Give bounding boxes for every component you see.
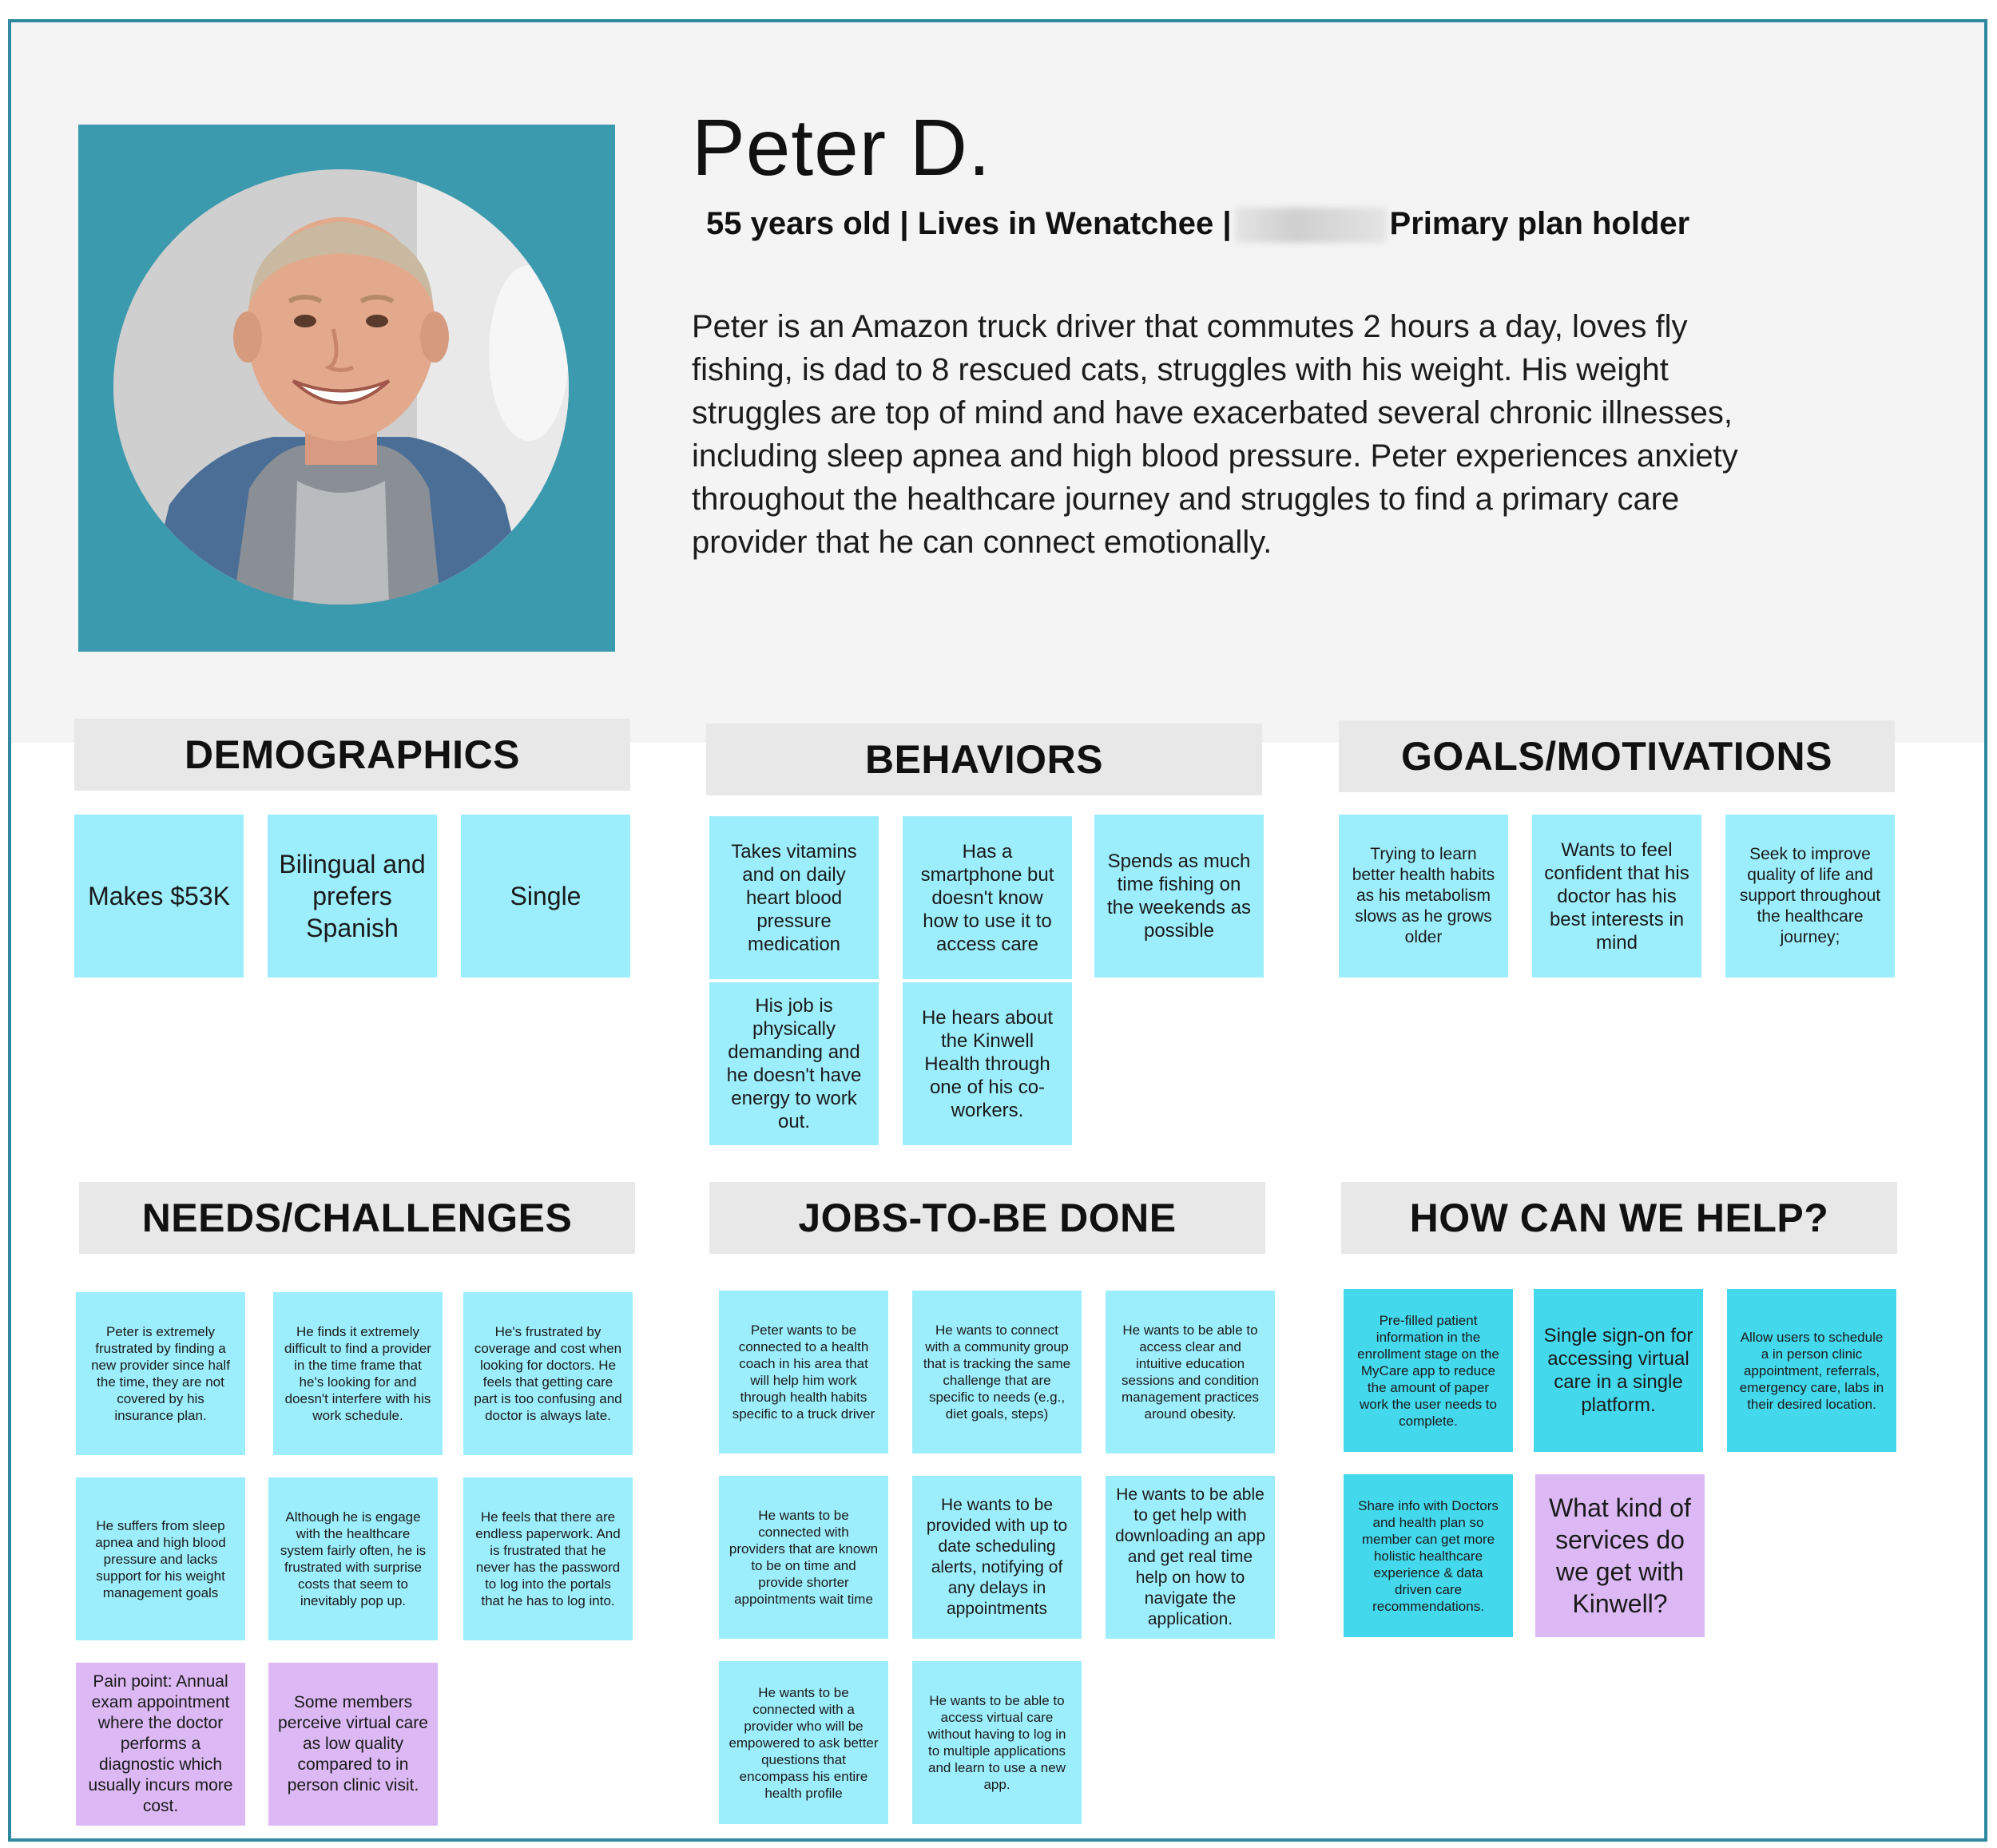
sticky-note-behavior: His job is physically demanding and he doesn't have energy to work out. bbox=[709, 982, 879, 1145]
help-header: HOW CAN WE HELP? bbox=[1341, 1182, 1897, 1254]
sticky-note-goal: Wants to feel confident that his doctor has his best interests in mind bbox=[1532, 815, 1701, 978]
sticky-note-job: He wants to be provided with up to date scheduling alerts, notifying of any delays in appointments bbox=[912, 1476, 1082, 1639]
sticky-note-job: He wants to connect with a community group that is tracking the same challenge that are specific to needs (e.g., diet goals, steps) bbox=[912, 1291, 1082, 1453]
sticky-note-need: He feels that there are endless paperwork. And is frustrated that he never has the password to log into the portals that he has to log into. bbox=[463, 1477, 633, 1640]
sticky-note-pain-point: Some members perceive virtual care as low quality compared to in person clinic visit. bbox=[268, 1663, 438, 1826]
person-photo-illustration bbox=[113, 169, 569, 605]
jobs-header: JOBS-TO-BE DONE bbox=[709, 1182, 1265, 1254]
sticky-note-job: He wants to be connected with a provider who will be empowered to ask better questions that encompass his entire health profile bbox=[719, 1661, 888, 1824]
sticky-note-need: He's frustrated by coverage and cost when looking for doctors. He feels that getting care part is too confusing and doctor is always late. bbox=[463, 1292, 633, 1455]
sticky-note-income: Makes $53K bbox=[74, 815, 244, 978]
persona-subtitle bbox=[706, 203, 1689, 244]
sticky-note-behavior: Takes vitamins and on daily heart blood pressure medication bbox=[709, 816, 879, 979]
sticky-note-solution: Share info with Doctors and health plan so member can get more holistic healthcare experience & data driven care recommendations. bbox=[1344, 1474, 1513, 1637]
sticky-note-goal: Trying to learn better health habits as his metabolism slows as he grows older bbox=[1339, 815, 1508, 978]
needs-header: NEEDS/CHALLENGES bbox=[79, 1182, 635, 1254]
sticky-note-need: He suffers from sleep apnea and high blood pressure and lacks support for his weight management goals bbox=[76, 1477, 245, 1640]
sticky-note-behavior: Has a smartphone but doesn't know how to use it to access care bbox=[903, 816, 1072, 979]
persona-plan-role: Primary plan holder bbox=[1389, 206, 1690, 241]
sticky-note-marital-status: Single bbox=[461, 815, 630, 978]
behaviors-header: BEHAVIORS bbox=[706, 724, 1262, 795]
sticky-note-job: He wants to be able to access clear and intuitive education sessions and condition management practices around obesity. bbox=[1106, 1291, 1275, 1453]
demographics-header: DEMOGRAPHICS bbox=[74, 719, 630, 791]
avatar bbox=[113, 169, 569, 605]
sticky-note-solution: Allow users to schedule a in person clinic appointment, referrals, emergency care, labs in their desired location. bbox=[1727, 1289, 1896, 1452]
sticky-note-need: Although he is engage with the healthcare system fairly often, he is frustrated with surprise costs that seem to inevitably pop up. bbox=[268, 1477, 438, 1640]
sticky-note-need: Peter is extremely frustrated by finding a new provider since half the time, they are not covered by his insurance plan. bbox=[76, 1292, 245, 1455]
sticky-note-solution: Pre-filled patient information in the enrollment stage on the MyCare app to reduce the amount of paper work the user needs to complete. bbox=[1344, 1289, 1513, 1452]
persona-age: 55 years old bbox=[706, 206, 891, 241]
sticky-note-solution: Single sign-on for accessing virtual care in a single platform. bbox=[1534, 1289, 1703, 1452]
subtitle-separator: | bbox=[899, 206, 909, 241]
redacted-plan-name bbox=[1235, 208, 1387, 243]
sticky-note-question: What kind of services do we get with Kinwell? bbox=[1535, 1474, 1705, 1637]
sticky-note-need: He finds it extremely difficult to find a provider in the time frame that he's looking for and doesn't interfere with his work schedule. bbox=[273, 1292, 443, 1455]
goals-header: GOALS/MOTIVATIONS bbox=[1339, 720, 1895, 792]
sticky-note-behavior: He hears about the Kinwell Health through one of his co-workers. bbox=[903, 982, 1072, 1145]
sticky-note-job: He wants to be able to get help with downloading an app and get real time help on how to navigate the application. bbox=[1106, 1476, 1275, 1639]
sticky-note-language: Bilingual and prefers Spanish bbox=[268, 815, 437, 978]
persona-location: Lives in Wenatchee bbox=[917, 206, 1214, 241]
subtitle-separator: | bbox=[1222, 206, 1232, 241]
sticky-note-job: Peter wants to be connected to a health coach in his area that will help him work through health habits specific to a truck driver bbox=[719, 1291, 888, 1453]
sticky-note-behavior: Spends as much time fishing on the weekends as possible bbox=[1094, 815, 1264, 978]
sticky-note-goal: Seek to improve quality of life and support throughout the healthcare journey; bbox=[1725, 815, 1895, 978]
persona-name: Peter D. bbox=[692, 103, 991, 192]
sticky-note-pain-point: Pain point: Annual exam appointment where the doctor performs a diagnostic which usually incurs more cost. bbox=[76, 1663, 245, 1826]
sticky-note-job: He wants to be connected with providers that are known to be on time and provide shorter appointments wait time bbox=[719, 1476, 888, 1639]
persona-bio: Peter is an Amazon truck driver that commutes 2 hours a day, loves fly fishing, is dad to 8 rescued cats, struggles with his weight. His weight struggles are top of mind and have exacerbated several chronic illnesses, including sleep apnea and high blood pressure. Peter experiences anxiety throughout the healthcare journey and struggles to find a primary care provider that he can connect emotionally. bbox=[692, 309, 1738, 560]
sticky-note-job: He wants to be able to access virtual care without having to log in to multiple applications and learn to use a new app. bbox=[912, 1661, 1082, 1824]
